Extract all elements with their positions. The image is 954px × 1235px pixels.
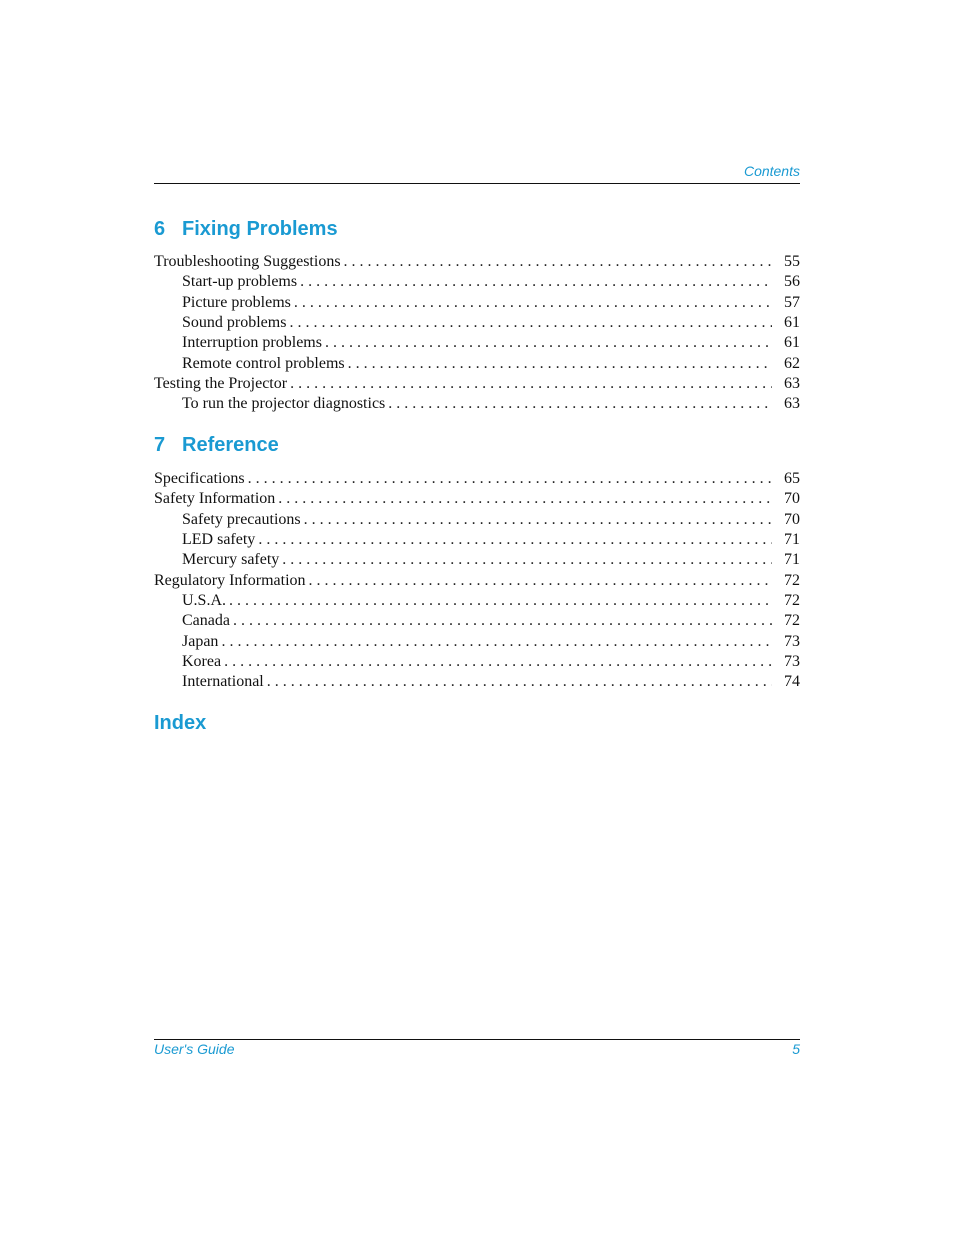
dot-leader — [309, 571, 772, 591]
toc-entry[interactable] — [154, 293, 800, 313]
toc-entry[interactable] — [154, 272, 800, 292]
toc-entry-title: Troubleshooting Suggestions — [154, 253, 341, 270]
toc-entry-title: Korea — [182, 652, 222, 670]
chapter-title: Fixing Problems — [182, 218, 338, 240]
toc-entry[interactable] — [154, 530, 800, 550]
dot-leader — [248, 469, 772, 489]
dot-leader — [304, 510, 772, 530]
toc-entry[interactable] — [154, 252, 800, 272]
toc-entry[interactable] — [154, 672, 800, 692]
toc-entry-title: Start-up problems — [182, 273, 298, 291]
toc-list-chapter-7 — [154, 469, 800, 693]
index-heading[interactable]: Index — [154, 712, 207, 734]
toc-entry-page: 73 — [784, 632, 800, 650]
dot-leader — [388, 394, 772, 414]
footer-rule — [154, 1039, 800, 1040]
toc-entry-page: 65 — [784, 470, 800, 487]
toc-entry-title: U.S.A. — [182, 591, 227, 609]
toc-entry-page: 63 — [784, 395, 800, 413]
toc-entry[interactable] — [154, 394, 800, 414]
toc-entry-title: To run the projector diagnostics — [182, 395, 386, 413]
dot-leader — [221, 632, 772, 652]
toc-entry-page: 72 — [784, 612, 800, 630]
toc-entry-title: Remote control problems — [182, 354, 345, 372]
toc-entry[interactable] — [154, 313, 800, 333]
toc-entry-page: 57 — [784, 293, 800, 311]
toc-entry-page: 61 — [784, 313, 800, 331]
toc-entry-title: International — [182, 673, 264, 691]
footer-page-number: 5 — [792, 1041, 800, 1057]
dot-leader — [300, 272, 772, 292]
toc-entry-page: 74 — [784, 673, 800, 691]
chapter-heading-7[interactable] — [154, 434, 279, 457]
toc-entry-title: Mercury safety — [182, 551, 280, 569]
toc-entry[interactable] — [154, 591, 800, 611]
toc-entry[interactable] — [154, 374, 800, 394]
toc-entry-title: Interruption problems — [182, 334, 322, 352]
dot-leader — [258, 530, 772, 550]
toc-entry-page: 73 — [784, 652, 800, 670]
dot-leader — [233, 611, 772, 631]
dot-leader — [289, 313, 772, 333]
toc-entry-page: 71 — [784, 551, 800, 569]
dot-leader — [267, 672, 772, 692]
toc-entry-title: Specifications — [154, 470, 245, 487]
dot-leader — [290, 374, 772, 394]
toc-entry-title: Regulatory Information — [154, 571, 306, 589]
toc-entry-title: Canada — [182, 612, 230, 630]
dot-leader — [229, 591, 772, 611]
dot-leader — [278, 489, 772, 509]
toc-entry[interactable] — [154, 550, 800, 570]
dot-leader — [282, 550, 772, 570]
footer-book-title: User's Guide — [154, 1041, 235, 1057]
toc-entry[interactable] — [154, 652, 800, 672]
toc-entry-page: 55 — [784, 253, 800, 270]
toc-entry[interactable] — [154, 333, 800, 353]
toc-entry-page: 63 — [784, 374, 800, 392]
toc-entry-title: Testing the Projector — [154, 374, 288, 392]
chapter-number: 6 — [154, 218, 166, 240]
toc-entry[interactable] — [154, 354, 800, 374]
dot-leader — [344, 252, 772, 272]
toc-entry[interactable] — [154, 469, 800, 489]
chapter-heading-6[interactable] — [154, 218, 338, 241]
toc-entry[interactable] — [154, 611, 800, 631]
document-page — [154, 0, 800, 1235]
dot-leader — [224, 652, 772, 672]
toc-entry-page: 70 — [784, 490, 800, 508]
dot-leader — [325, 333, 772, 353]
toc-entry-title: Safety precautions — [182, 510, 301, 528]
toc-entry-title: Sound problems — [182, 313, 287, 331]
running-head: Contents — [743, 163, 800, 179]
toc-entry-page: 61 — [784, 334, 800, 352]
header-rule — [154, 183, 800, 184]
toc-entry-title: Picture problems — [182, 293, 291, 311]
toc-entry-page: 62 — [784, 354, 800, 372]
toc-list-chapter-6 — [154, 252, 800, 415]
toc-entry-title: Japan — [182, 632, 219, 650]
dot-leader — [294, 293, 772, 313]
chapter-number: 7 — [154, 434, 166, 456]
toc-entry-page: 56 — [784, 273, 800, 291]
toc-entry-page: 70 — [784, 510, 800, 528]
toc-entry[interactable] — [154, 632, 800, 652]
toc-entry-title: LED safety — [182, 530, 256, 548]
toc-entry-page: 71 — [784, 530, 800, 548]
toc-entry-page: 72 — [784, 571, 800, 589]
dot-leader — [348, 354, 772, 374]
chapter-title: Reference — [182, 434, 279, 456]
toc-entry[interactable] — [154, 489, 800, 509]
toc-entry-title: Safety Information — [154, 490, 276, 508]
toc-entry[interactable] — [154, 510, 800, 530]
toc-entry-page: 72 — [784, 591, 800, 609]
toc-entry[interactable] — [154, 571, 800, 591]
